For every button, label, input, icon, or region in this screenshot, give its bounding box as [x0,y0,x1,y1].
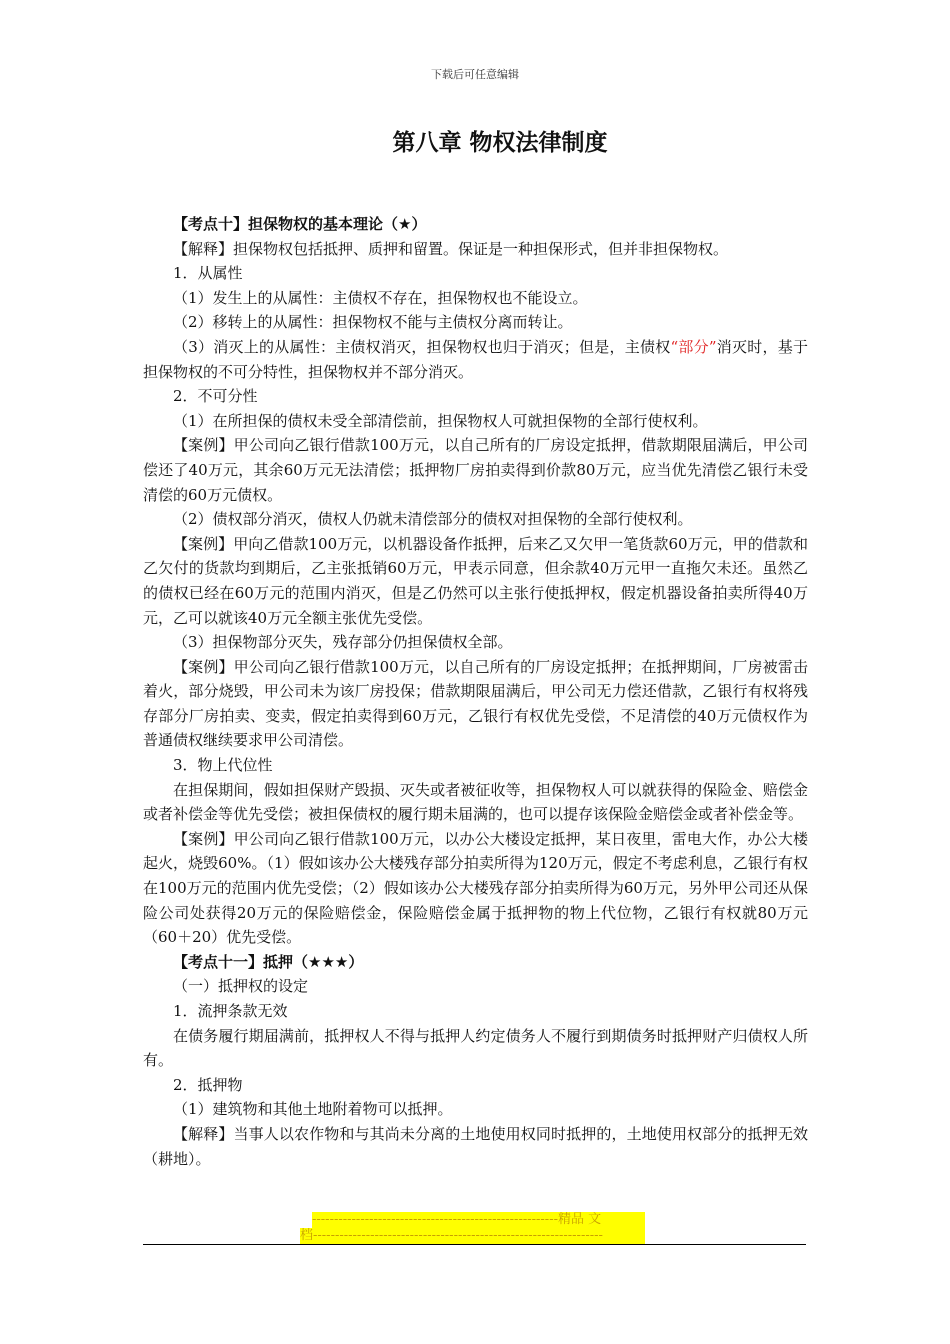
paragraph: 1．流押条款无效 [173,1002,288,1020]
page-title: 第八章 物权法律制度 [392,130,608,156]
footer-watermark [300,1212,645,1244]
section-heading: 【考点十】担保物权的基本理论（★） [173,215,427,233]
paragraph: （2）移转上的从属性：担保物权不能与主债权分离而转让。 [173,313,573,332]
paragraph: 在债务履行期届满前，抵押权人不得与抵押人约定债务人不履行到期债务时抵押财产归债权人所有。 [143,1026,808,1070]
paragraph: （2）债权部分消灭，债权人仍就未清偿部分的债权对担保物的全部行使权利。 [173,510,693,529]
paragraph: 2．不可分性 [173,387,258,406]
header-note: 下载后可任意编辑 [431,68,519,81]
paragraph: 在担保期间，假如担保财产毁损、灭失或者被征收等，担保物权人可以就获得的保险金、赔偿金或者补偿金等优先受偿；被担保债权的履行期未届满的，也可以提存该保险金赔偿金或者补偿金等。 [143,780,808,824]
paragraph: （3）担保物部分灭失，残存部分仍担保债权全部。 [173,633,513,652]
paragraph: 【案例】甲公司向乙银行借款100万元，以自己所有的厂房设定抵押；在抵押期间，厂房被雷击着火，部分烧毁，甲公司未为该厂房投保；借款期限届满后，甲公司无力偿还借款，乙银行有权将残存部分厂房拍卖、变卖，假定拍卖得到60万元，乙银行有权优先受偿，不足清偿的40万元债权作为普通债权继续要求甲公司清偿。 [143,657,808,750]
paragraph: （一）抵押权的设定 [173,977,309,996]
paragraph: 【案例】甲向乙借款100万元，以机器设备作抵押，后来乙又欠甲一笔货款60万元，甲的借款和乙欠付的货款均到期后，乙主张抵销60万元，甲表示同意，但余款40万元甲一直拖欠未还。虽然乙的债权已经在60万元的范围内消灭，但是乙仍然可以主张行使抵押权，假定机器设备拍卖所得40万元，乙可以就该40万元全额主张优先受偿。 [143,534,808,627]
footer-line-1: --------------------------------------------------------精品 文 [312,1212,645,1228]
highlighted-text: “部分” [670,337,717,356]
footer-line-2: 档------------------------------------------------------------------ [300,1228,645,1244]
paragraph: （1）在所担保的债权未受全部清偿前，担保物权人可就担保物的全部行使权利。 [173,411,708,430]
paragraph: 1．从属性 [173,264,243,283]
paragraph: 【解释】当事人以农作物和与其尚未分离的土地使用权同时抵押的，土地使用权部分的抵押无效（耕地）。 [143,1124,808,1168]
paragraph: 【案例】甲公司向乙银行借款100万元，以自己所有的厂房设定抵押，借款期限届满后，甲公司偿还了40万元，其余60万元无法清偿；抵押物厂房拍卖得到价款80万元，应当优先清偿乙银行未受清偿的60万元债权。 [143,436,808,504]
paragraph: 2．抵押物 [173,1075,243,1094]
footer-rule [143,1244,806,1245]
paragraph [143,335,808,384]
section-heading: 【考点十一】抵押（★★★） [173,952,364,971]
document-body [143,212,808,1171]
paragraph: （1）建筑物和其他土地附着物可以抵押。 [173,1100,453,1119]
paragraph: （1）发生上的从属性：主债权不存在，担保物权也不能设立。 [173,288,588,307]
text-run: 消灭时，基于担保物权的不可分特性，担保物权并不部分消灭。 [143,337,808,381]
text-run: （3）消灭上的从属性：主债权消灭，担保物权也归于消灭；但是，主债权 [173,337,671,356]
paragraph: 【解释】担保物权包括抵押、质押和留置。保证是一种担保形式，但并非担保物权。 [173,239,729,258]
paragraph: 3．物上代位性 [173,756,273,775]
paragraph: 【案例】甲公司向乙银行借款100万元，以办公大楼设定抵押，某日夜里，雷电大作，办公大楼起火，烧毁60%。（1）假如该办公大楼残存部分拍卖所得为120万元，假定不考虑利息，乙银行有权在100万元的范围内优先受偿；（2）假如该办公大楼残存部分拍卖所得为60万元，另外甲公司还从保险公司处获得20万元的保险赔偿金，保险赔偿金属于抵押物的物上代位物，乙银行有权就80万元（60＋20）优先受偿。 [143,829,808,947]
